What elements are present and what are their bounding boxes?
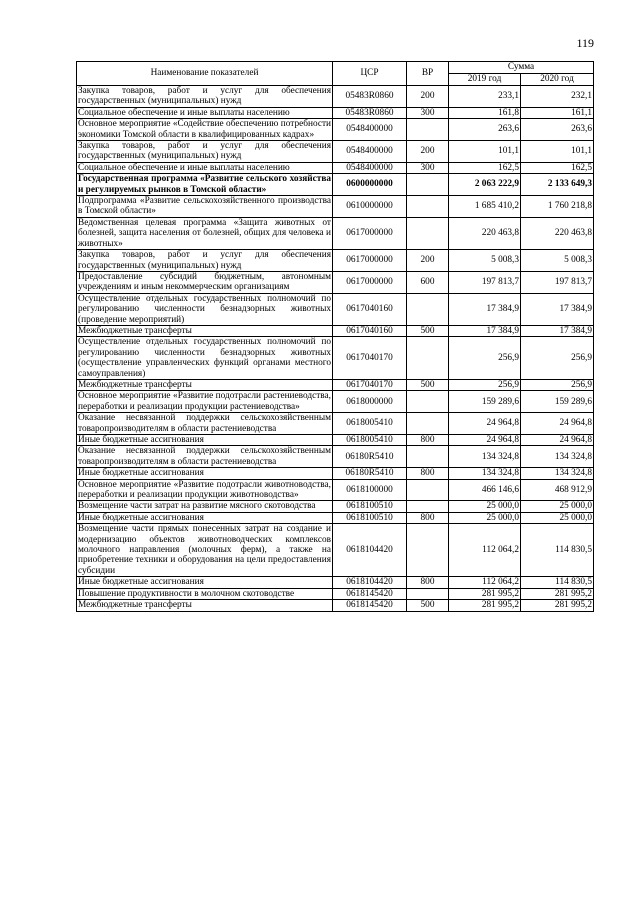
row-vr — [407, 479, 449, 501]
row-name: Иные бюджетные ассигнования — [77, 468, 333, 479]
row-name: Закупка товаров, работ и услуг для обеспечения государственных (муниципальных) нужд — [78, 141, 331, 162]
table-row — [77, 435, 594, 446]
row-name: Социальное обеспечение и иные выплаты населению — [77, 107, 333, 118]
row-value-2019: 24 964,8 — [449, 413, 521, 435]
header-vr: ВР — [407, 62, 449, 86]
row-value-2020: 159 289,6 — [521, 391, 594, 413]
row-vr — [407, 588, 449, 599]
table-row — [77, 524, 594, 577]
row-value-2020: 17 384,9 — [521, 325, 594, 336]
row-vr — [407, 446, 449, 468]
row-value-2019: 5 008,3 — [449, 250, 521, 272]
row-vr — [407, 174, 449, 196]
row-csr: 05483R0860 — [333, 107, 407, 118]
row-vr — [407, 413, 449, 435]
row-value-2019: 134 324,8 — [449, 446, 521, 468]
table-row — [77, 174, 594, 196]
row-value-2019: 162,5 — [449, 162, 521, 173]
row-name: Основное мероприятие «Развитие подотрасли растениеводства, переработки и реализации продукции растениеводства» — [78, 391, 331, 412]
budget-table — [76, 61, 594, 612]
row-vr: 300 — [407, 107, 449, 118]
table-row — [77, 86, 594, 108]
row-vr — [407, 391, 449, 413]
row-value-2020: 281 995,2 — [521, 588, 594, 599]
row-value-2020: 114 830,5 — [521, 577, 594, 588]
table-row — [77, 501, 594, 512]
row-name: Оказание несвязанной поддержки сельскохозяйственным товаропроизводителям в области растениеводства — [78, 446, 331, 467]
row-vr: 500 — [407, 600, 449, 611]
row-vr — [407, 337, 449, 380]
row-value-2020: 256,9 — [521, 379, 594, 390]
row-vr: 800 — [407, 468, 449, 479]
row-vr — [407, 501, 449, 512]
row-value-2020: 25 000,0 — [521, 501, 594, 512]
row-value-2020: 5 008,3 — [521, 250, 594, 272]
row-name: Возмещение части затрат на развитие мясного скотоводства — [77, 501, 333, 512]
table-row — [77, 479, 594, 501]
row-name: Осуществление отдельных государственных полномочий по регулированию численности безнадзорных животных (осуществление управленческих функций органами местного самоуправления) — [78, 337, 331, 379]
row-value-2020: 17 384,9 — [521, 293, 594, 325]
row-value-2019: 2 063 222,9 — [449, 174, 521, 196]
row-csr: 0618104420 — [333, 524, 407, 577]
row-name: Осуществление отдельных государственных полномочий по регулированию численности безнадзорных животных (проведение мероприятий) — [78, 293, 331, 325]
row-csr: 0618100510 — [333, 512, 407, 523]
row-value-2020: 2 133 649,3 — [521, 174, 594, 196]
page-number: 119 — [576, 36, 594, 50]
row-value-2020: 161,1 — [521, 107, 594, 118]
row-value-2019: 281 995,2 — [449, 588, 521, 599]
row-csr: 0548400000 — [333, 141, 407, 163]
row-value-2019: 263,6 — [449, 119, 521, 141]
table-row — [77, 293, 594, 325]
table-row — [77, 577, 594, 588]
row-name: Основное мероприятие «Развитие подотрасли животноводства, переработки и реализации продукции животноводства» — [78, 479, 331, 501]
row-vr — [407, 217, 449, 249]
table-row — [77, 162, 594, 173]
row-name: Возмещение части прямых понесенных затрат на создание и модернизацию объектов животноводческих комплексов молочного направления (молочных ферм), а также на приобретение техники и оборудования на цели предоставления субсидии — [78, 524, 331, 576]
row-name: Закупка товаров, работ и услуг для обеспечения государственных (муниципальных) нужд — [78, 250, 331, 271]
table-row — [77, 250, 594, 272]
row-csr: 0618100510 — [333, 501, 407, 512]
row-value-2020: 263,6 — [521, 119, 594, 141]
row-name: Межбюджетные трансферты — [77, 600, 333, 611]
header-csr: ЦСР — [333, 62, 407, 86]
row-value-2019: 233,1 — [449, 86, 521, 108]
row-value-2020: 281 995,2 — [521, 600, 594, 611]
row-value-2020: 162,5 — [521, 162, 594, 173]
row-csr: 0618005410 — [333, 435, 407, 446]
row-value-2019: 17 384,9 — [449, 325, 521, 336]
row-name: Иные бюджетные ассигнования — [77, 512, 333, 523]
row-vr: 200 — [407, 86, 449, 108]
row-vr: 200 — [407, 141, 449, 163]
row-csr: 0548400000 — [333, 162, 407, 173]
row-value-2020: 101,1 — [521, 141, 594, 163]
row-value-2019: 1 685 410,2 — [449, 196, 521, 218]
header-name: Наименование показателей — [77, 62, 333, 86]
row-value-2019: 220 463,8 — [449, 217, 521, 249]
row-value-2020: 232,1 — [521, 86, 594, 108]
row-csr: 06180R5410 — [333, 446, 407, 468]
row-name: Иные бюджетные ассигнования — [77, 577, 333, 588]
row-name: Закупка товаров, работ и услуг для обеспечения государственных (муниципальных) нужд — [78, 86, 331, 107]
row-value-2020: 134 324,8 — [521, 446, 594, 468]
table-row — [77, 337, 594, 380]
table-row — [77, 196, 594, 218]
row-value-2019: 161,8 — [449, 107, 521, 118]
table-row — [77, 468, 594, 479]
row-csr: 0618104420 — [333, 577, 407, 588]
row-csr: 0618005410 — [333, 413, 407, 435]
row-value-2020: 220 463,8 — [521, 217, 594, 249]
row-name: Основное мероприятие «Содействие обеспечению потребности экономики Томской области в квалифицированных кадрах» — [78, 119, 331, 140]
row-vr: 800 — [407, 512, 449, 523]
row-value-2019: 197 813,7 — [449, 271, 521, 293]
row-value-2019: 101,1 — [449, 141, 521, 163]
row-vr — [407, 293, 449, 325]
row-csr: 0617000000 — [333, 217, 407, 249]
row-value-2020: 24 964,8 — [521, 435, 594, 446]
row-csr: 0610000000 — [333, 196, 407, 218]
row-csr: 0618145420 — [333, 600, 407, 611]
row-vr — [407, 196, 449, 218]
row-csr: 0617000000 — [333, 250, 407, 272]
row-value-2020: 197 813,7 — [521, 271, 594, 293]
row-csr: 0600000000 — [333, 174, 407, 196]
row-value-2019: 159 289,6 — [449, 391, 521, 413]
row-vr: 600 — [407, 271, 449, 293]
row-vr: 800 — [407, 577, 449, 588]
row-csr: 0617040170 — [333, 379, 407, 390]
table-row — [77, 271, 594, 293]
row-name: Предоставление субсидий бюджетным, автономным учреждениям и иным некоммерческим организациям — [78, 271, 331, 293]
table-row — [77, 446, 594, 468]
row-value-2020: 24 964,8 — [521, 413, 594, 435]
row-csr: 0548400000 — [333, 119, 407, 141]
row-name: Социальное обеспечение и иные выплаты населению — [77, 162, 333, 173]
row-vr: 500 — [407, 325, 449, 336]
table-row — [77, 107, 594, 118]
row-name: Межбюджетные трансферты — [77, 325, 333, 336]
row-name: Иные бюджетные ассигнования — [77, 435, 333, 446]
row-csr: 0617040160 — [333, 293, 407, 325]
row-value-2019: 112 064,2 — [449, 524, 521, 577]
row-value-2020: 1 760 218,8 — [521, 196, 594, 218]
header-2019: 2019 год — [449, 74, 521, 86]
row-vr: 800 — [407, 435, 449, 446]
table-row — [77, 217, 594, 249]
table-row — [77, 588, 594, 599]
row-name: Подпрограмма «Развитие сельскохозяйственного производства в Томской области» — [78, 196, 331, 217]
row-csr: 0617040170 — [333, 337, 407, 380]
row-vr: 300 — [407, 162, 449, 173]
row-csr: 05483R0860 — [333, 86, 407, 108]
row-value-2019: 256,9 — [449, 379, 521, 390]
table-row — [77, 512, 594, 523]
row-name: Межбюджетные трансферты — [77, 379, 333, 390]
table-row — [77, 391, 594, 413]
row-name: Государственная программа «Развитие сельского хозяйства и регулируемых рынков в Томской области» — [78, 174, 331, 195]
table-row — [77, 141, 594, 163]
row-name: Оказание несвязанной поддержки сельскохозяйственным товаропроизводителям в области растениеводства — [78, 413, 331, 434]
row-vr — [407, 119, 449, 141]
row-value-2020: 114 830,5 — [521, 524, 594, 577]
row-name: Повышение продуктивности в молочном скотоводстве — [77, 588, 333, 599]
row-value-2019: 134 324,8 — [449, 468, 521, 479]
table-row — [77, 600, 594, 611]
row-csr: 0618000000 — [333, 391, 407, 413]
row-value-2019: 25 000,0 — [449, 501, 521, 512]
row-value-2019: 256,9 — [449, 337, 521, 380]
row-csr: 0617000000 — [333, 271, 407, 293]
row-value-2019: 24 964,8 — [449, 435, 521, 446]
table-body — [77, 86, 594, 612]
row-value-2019: 466 146,6 — [449, 479, 521, 501]
row-csr: 06180R5410 — [333, 468, 407, 479]
header-2020: 2020 год — [521, 74, 594, 86]
row-name: Ведомственная целевая программа «Защита животных от болезней, защита населения от болезней, общих для человека и животных» — [78, 217, 331, 249]
row-value-2019: 17 384,9 — [449, 293, 521, 325]
row-vr: 200 — [407, 250, 449, 272]
header-sum: Сумма — [449, 62, 594, 74]
row-csr: 0618100000 — [333, 479, 407, 501]
row-value-2019: 281 995,2 — [449, 600, 521, 611]
row-csr: 0618145420 — [333, 588, 407, 599]
row-value-2019: 112 064,2 — [449, 577, 521, 588]
table-row — [77, 325, 594, 336]
row-vr — [407, 524, 449, 577]
row-value-2020: 468 912,9 — [521, 479, 594, 501]
table-row — [77, 119, 594, 141]
table-row — [77, 413, 594, 435]
table-row — [77, 379, 594, 390]
row-value-2019: 25 000,0 — [449, 512, 521, 523]
row-value-2020: 134 324,8 — [521, 468, 594, 479]
row-csr: 0617040160 — [333, 325, 407, 336]
row-vr: 500 — [407, 379, 449, 390]
row-value-2020: 25 000,0 — [521, 512, 594, 523]
row-value-2020: 256,9 — [521, 337, 594, 380]
